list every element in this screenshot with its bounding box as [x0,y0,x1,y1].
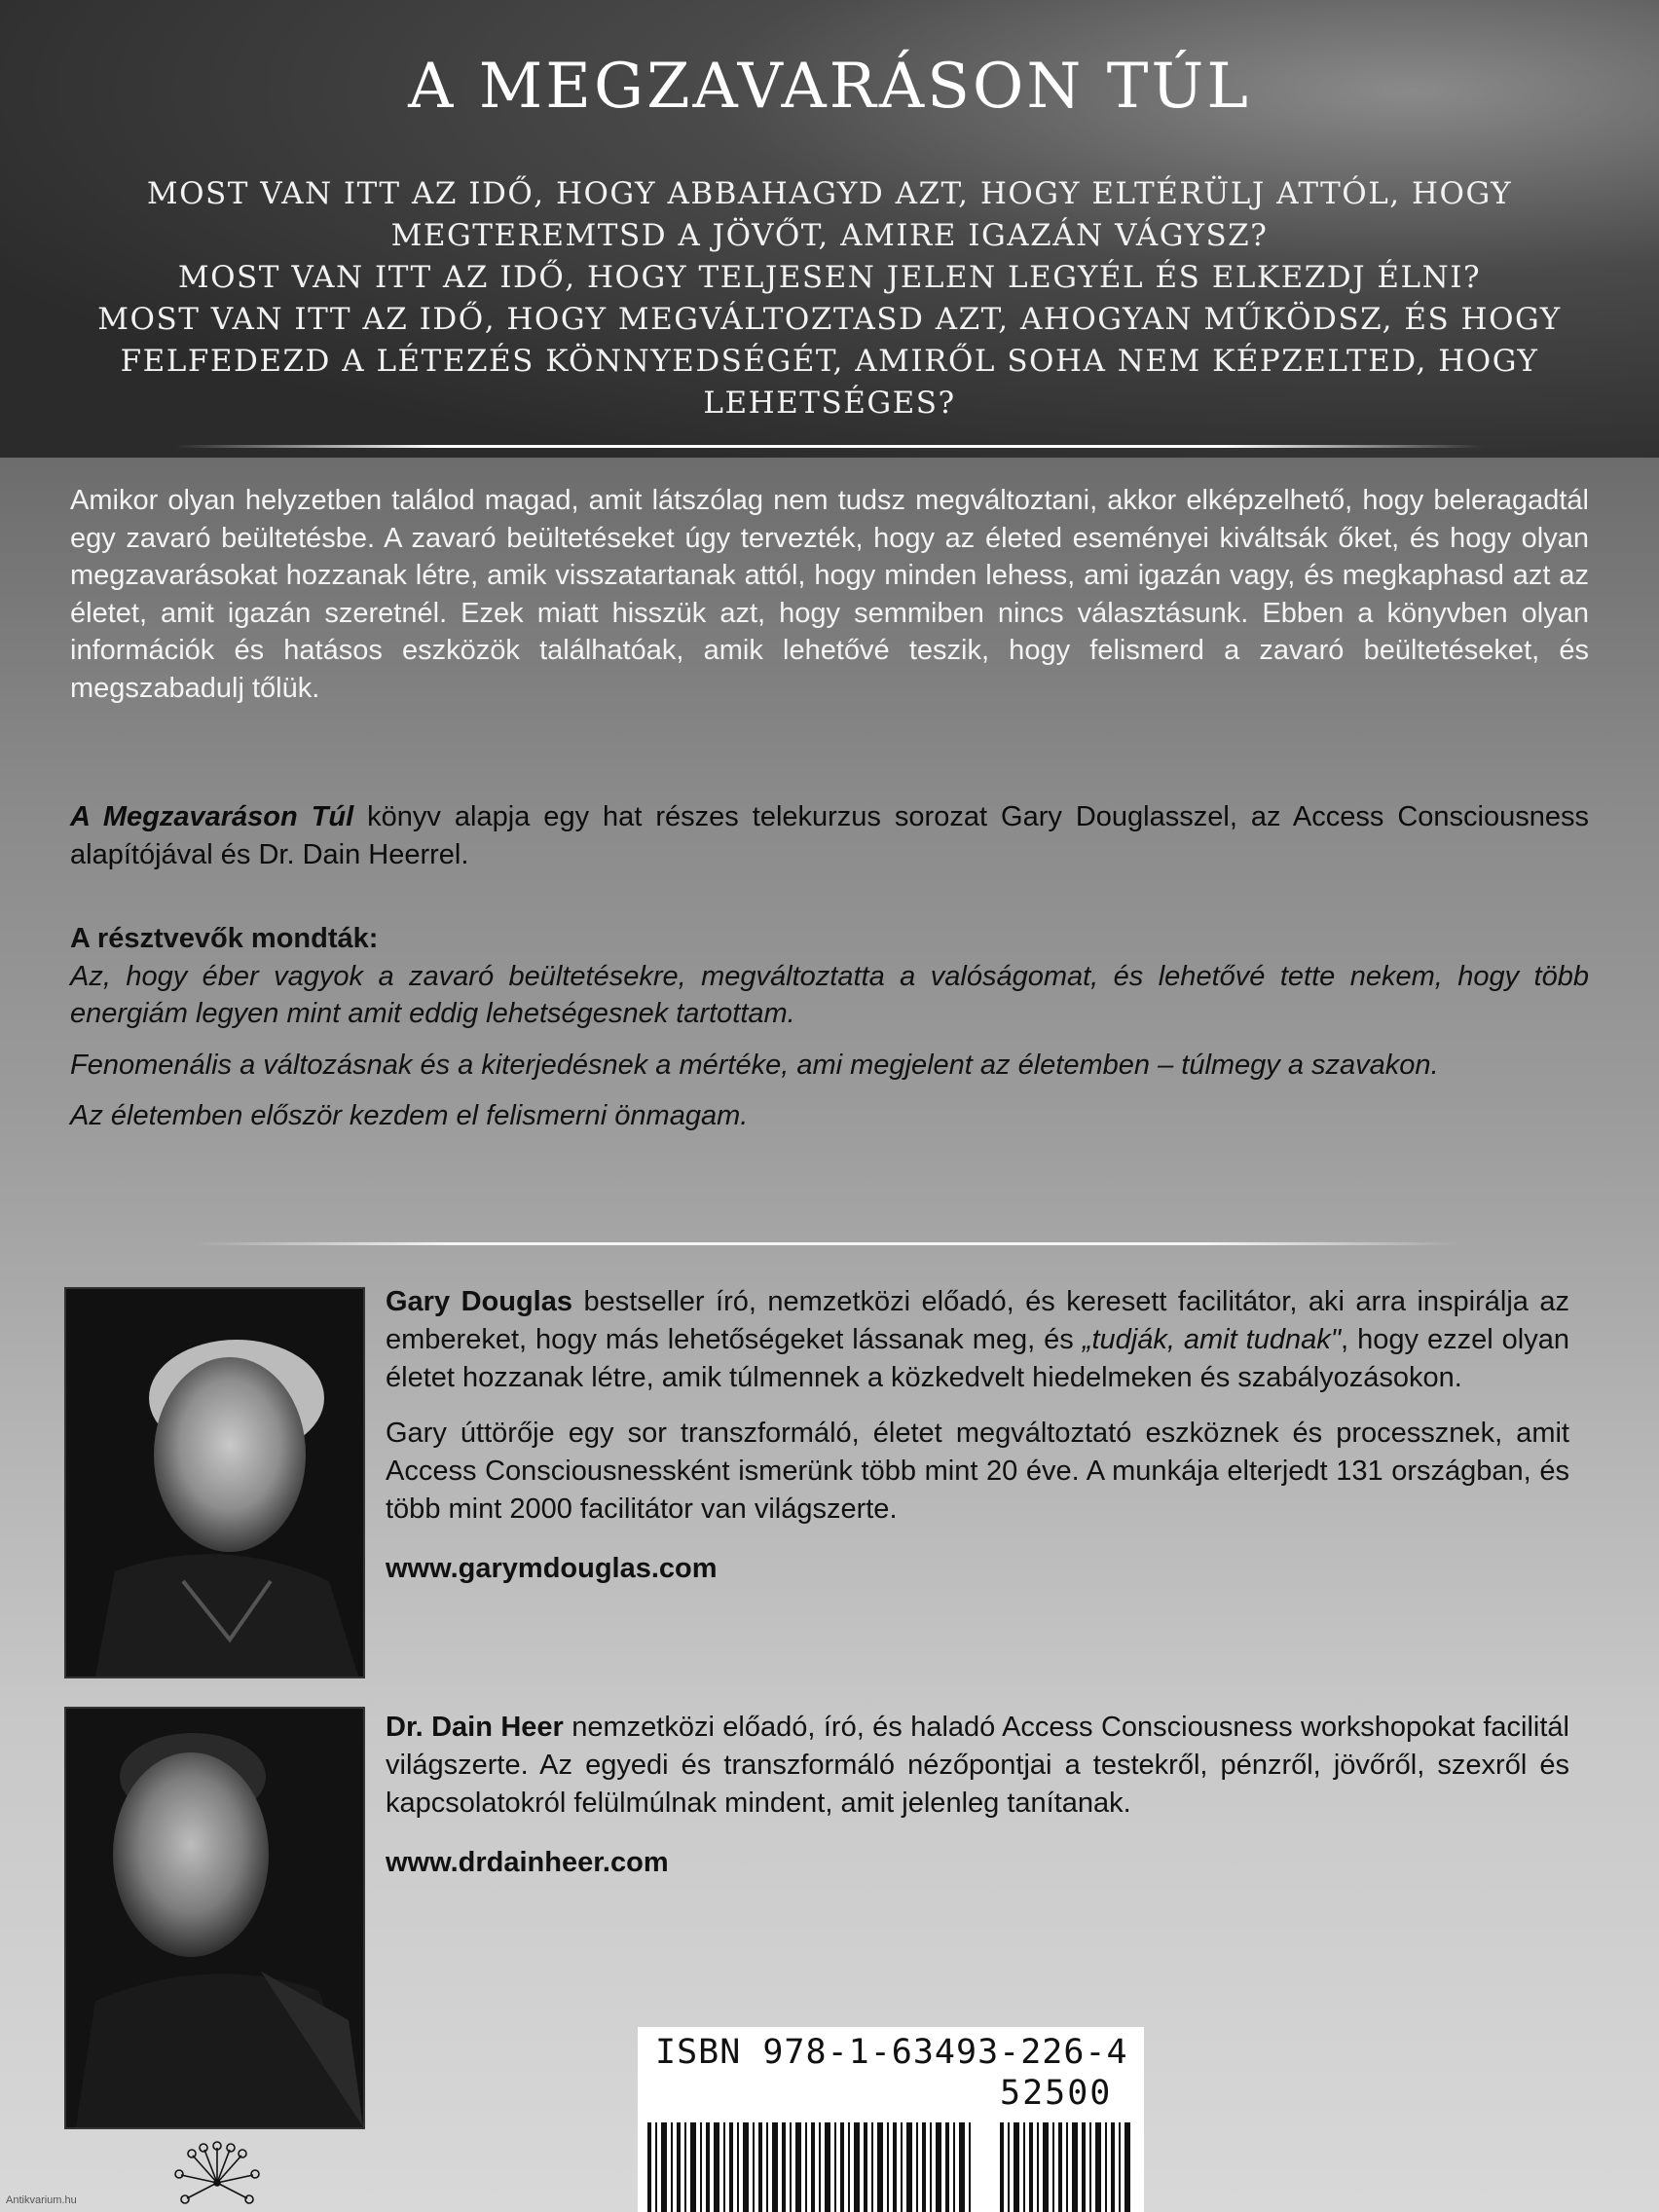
dandelion-logo-icon [164,2136,271,2212]
testimonial-quote: Az, hogy éber vagyok a zavaró beültetésekre, megváltoztatta a valóságomat, és lehetővé tette nekem, hogy több energiám legyen mint amit eddig lehetségesnek tartottam. [70,960,1589,1029]
bio-text: Gary úttörője egy sor transzformáló, életet megváltoztató eszköznek és processznek, amit Access Consciousnessként ismerünk több mint 20 éve. A munkája elterjedt 131 országban, és több mint 2000 facilitátor van világszerte. [386,1418,1569,1525]
author-bio-dain [386,1709,1569,1899]
divider-top [175,445,1484,448]
barcode-panel [638,2027,1144,2212]
divider-bottom [195,1242,1460,1245]
intro-line: MEGTEREMTSD A JÖVŐT, AMIRE IGAZÁN VÁGYSZ? [390,218,1269,253]
isbn-number: ISBN 978-1-63493-226-4 [655,2033,1128,2072]
author-website-link[interactable]: www.drdainheer.com [386,1847,669,1878]
watermark: Antikvarium.hu [6,2194,77,2206]
author-photo-dain [66,1709,363,2127]
intro-line: MOST VAN ITT AZ IDŐ, HOGY ABBAHAGYD AZT, HOGY ELTÉRÜLJ ATTÓL, HOGY [146,176,1513,211]
book-title-inline: A Megzavaráson Túl [70,801,354,832]
price-code: 52500 [1000,2074,1113,2113]
author-name: Dr. Dain Heer [386,1712,564,1743]
description-paragraph: Amikor olyan helyzetben találod magad, amit látszólag nem tudsz megváltoztani, akkor elképzelhető, hogy beleragadtál egy zavaró beültetésbe. A zavaró beültetéseket úgy tervezték, hogy az életed eseményei kiváltsák őket, és hogy olyan megzavarásokat hozzanak létre, amik visszatartanak attól, hogy minden lehess, ami igazán vagy, és megkaphasd azt az életet, amit igazán szeretnél. Ezek miatt hisszük azt, hogy semmiben nincs választásunk. Ebben a könyvben olyan információk és hatásos eszközök találhatóak, amik lehetővé teszik, hogy felismerd a zavaró beültetéseket, és megszabadulj tőlük. [70,485,1589,704]
course-paragraph-text: könyv alapja egy hat részes telekurzus sorozat Gary Douglasszel, az Access Consciousness alapítójával és Dr. Dain Heerrel. [70,801,1589,870]
testimonials-heading: A résztvevők mondták: [70,923,379,954]
barcode-icon [638,2122,1144,2212]
book-title: A MEGZAVARÁSON TÚL [408,51,1251,123]
bio-quote: „tudják, amit tudnak" [1082,1324,1342,1355]
intro-questions [88,173,1571,424]
author-photo-gary [66,1289,363,1677]
author-name: Gary Douglas [386,1286,572,1317]
testimonials [70,920,1589,1135]
intro-line: MOST VAN ITT AZ IDŐ, HOGY MEGVÁLTOZTASD AZT, AHOGYAN MŰKÖDSZ, ÉS HOGY [97,302,1562,337]
bio-text: bestseller író, nemzetközi előadó, és keresett facilitátor, aki arra inspirálja az embereket, hogy más lehetőségeket lássanak meg, és [386,1286,1570,1355]
author-bio-gary [386,1283,1569,1605]
bio-text: nemzetközi előadó, író, és haladó Access Consciousness workshopokat facilitál világszerte. Az egyedi és transzformáló nézőpontjai a testekről, pénzről, jövőről, szexről és kapcsolatokról felülmúlnak mindent, amit jelenleg tanítanak. [386,1712,1569,1819]
bio-text: , hogy ezzel olyan életet hozzanak létre, amik túlmennek a közkedvelt hiedelmeken és szabályozásokon. [386,1324,1569,1393]
intro-line: LEHETSÉGES? [703,386,956,421]
course-paragraph [70,798,1589,873]
intro-line: FELFEDEZD A LÉTEZÉS KÖNNYEDSÉGÉT, AMIRŐL SOHA NEM KÉPZELTED, HOGY [120,344,1539,379]
testimonial-quote: Az életemben először kezdem el felismerni önmagam. [70,1100,749,1131]
author-website-link[interactable]: www.garymdouglas.com [386,1553,718,1584]
testimonial-quote: Fenomenális a változásnak és a kiterjedésnek a mértéke, ami megjelent az életemben – túlmegy a szavakon. [70,1049,1439,1081]
intro-line: MOST VAN ITT AZ IDŐ, HOGY TELJESEN JELEN LEGYÉL ÉS ELKEZDJ ÉLNI? [177,260,1482,295]
